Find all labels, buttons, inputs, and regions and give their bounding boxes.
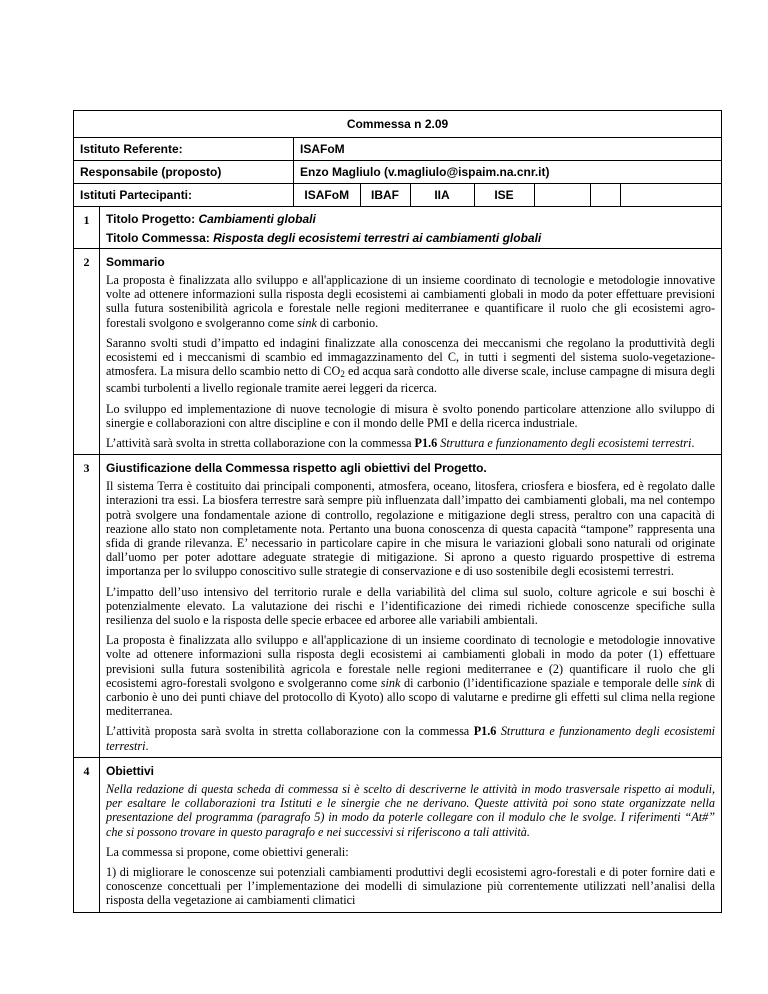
titolo-commessa-label: Titolo Commessa: (106, 231, 214, 245)
partecipante-cell (590, 184, 620, 206)
section-title: Giustificazione della Commessa rispetto agli obiettivi del Progetto. (106, 461, 487, 476)
partecipante-cell: IIA (410, 184, 474, 206)
titolo-progetto (106, 212, 715, 226)
partecipanti-cells (294, 184, 722, 207)
section-4 (74, 757, 722, 912)
paragraph: Il sistema Terra è costituito dai principali componenti, atmosfera, oceano, litosfera, criosfera e biosfera, ed è regolato dalle interazioni tra essi. La biosfera terrestre sarà sempre più influenzata dall’impatto dei cambiamenti globali, ma nel contempo potrà svolgere una fondamentale azione di controllo, regolazione e mitigazione degli stress, peraltro con una capacità di reazione allo stato non completamente nota. Pertanto una buona conoscenza di questa capacità “tampone” rappresenta una sfida di grande rilevanza. E’ necessario in particolare capire in che misura le variazioni globali sono naturali od originate dall’uomo per poter adottare adeguate strategie di mitigazione. Si aprono a questo riguardo prospettive di estrema importanza per lo sviluppo conoscitivo sulle strategie di conservazione e di uso sostenibile degli ecosistemi terrestri. (106, 479, 716, 579)
section-body (100, 757, 722, 912)
partecipante-cell (620, 184, 722, 206)
partecipante-cell: ISAFoM (294, 184, 360, 206)
paragraph: L’impatto dell’uso intensivo del territorio rurale e della variabilità del clima sul suolo, colture agricole e sui boschi è potenzialmente elevato. La valutazione dei rischi e l’identificazione dei rimedi richiede conoscenze specifiche sulla resilienza del suolo e la risposta delle specie erbacee ed arboree alle variabili ambientali. (106, 584, 716, 628)
istituto-value: ISAFoM (294, 138, 722, 161)
section-2 (74, 249, 722, 455)
document-form (73, 110, 721, 913)
partecipanti-label: Istituti Partecipanti: (74, 184, 294, 207)
paragraph: 1) di migliorare le conoscenze sui potenziali cambiamenti produttivi degli ecosistemi agro-forestali e di poter fornire dati e conoscenze concettuali per l’implementazione dei modelli di simulazione più correntemente utilizzati nell’analisi della risposta della vegetazione ai cambiamenti climatici (106, 864, 716, 908)
paragraph: L’attività proposta sarà svolta in stretta collaborazione con la commessa P1.6 Struttura e funzionamento degli ecosistemi terrestri. (106, 724, 716, 753)
paragraph: La proposta è finalizzata allo sviluppo e all'applicazione di un insieme coordinato di tecnologie e metodologie innovative volte ad ottenere informazioni sulla risposta degli ecosistemi ai cambiamenti globali in modo da poter (1) effettuare previsioni sulla futura sostenibilità agricola e forestale nelle regioni mediterranee e (2) quantificare il ruolo che gli ecosistemi agro-forestali svolgono e svolgeranno come sink di carbonio (l’identificazione spaziale e temporale delle sink di carbonio è uno dei punti chiave del protocollo di Kyoto) allo scopo di valutarne e predirne gli effetti sul clima nella regione mediterranea. (106, 633, 716, 719)
section-titles (100, 207, 722, 249)
section-number: 3 (74, 455, 100, 758)
section-3 (74, 455, 722, 758)
partecipante-cell: IBAF (360, 184, 410, 206)
section-title: Obiettivi (106, 763, 155, 778)
section-number: 2 (74, 249, 100, 455)
titolo-progetto-label: Titolo Progetto: (106, 212, 199, 226)
partecipante-cell (534, 184, 590, 206)
header-row (74, 111, 722, 138)
section-body (100, 249, 722, 455)
paragraph: Nella redazione di questa scheda di commessa si è scelto di descriverne le attività in modo trasversale rispetto ai moduli, per esaltare le collaborazioni tra Istituti e le sinergie che ne derivano. Queste attività poi sono state organizzate nella presentazione del programma (paragrafo 5) in modo da poterle collegare con il modulo che le svolge. I riferimenti “At#” che si possono trovare in questo paragrafo e nei successivi si riferiscono a tali attività. (106, 781, 716, 839)
partecipanti-grid (294, 184, 722, 206)
responsabile-label: Responsabile (proposto) (74, 161, 294, 184)
paragraph: L’attività sarà svolta in stretta collaborazione con la commessa P1.6 Struttura e funzionamento degli ecosistemi terrestri. (106, 436, 695, 451)
istituto-row (74, 138, 722, 161)
commessa-header: Commessa n 2.09 (74, 111, 722, 138)
paragraph: Lo sviluppo ed implementazione di nuove tecnologie di misura è svolto ponendo particolare attenzione allo sviluppo di sinergie e collaborazioni con altre discipline e con il mondo delle PMI e della ricerca industriale. (106, 401, 716, 430)
section-number: 4 (74, 757, 100, 912)
commessa-table (73, 110, 722, 913)
titolo-progetto-value: Cambiamenti globali (198, 212, 316, 226)
section-1 (74, 207, 722, 249)
section-body (100, 455, 722, 758)
paragraph: La proposta è finalizzata allo sviluppo e all'applicazione di un insieme coordinato di tecnologie e metodologie innovative volte ad ottenere informazioni sulla risposta degli ecosistemi ai cambiamenti globali in modo da poter effettuare previsioni sulla futura sostenibilità agricola e forestale nelle regioni mediterranee e quantificare il ruolo che gli ecosistemi agro-forestali svolgono e svolgeranno come sink di carbonio. (106, 273, 716, 330)
partecipante-cell: ISE (474, 184, 534, 206)
responsabile-value: Enzo Magliulo (v.magliulo@ispaim.na.cnr.it) (294, 161, 722, 184)
paragraph: Saranno svolti studi d’impatto ed indagini finalizzate alla conoscenza dei meccanismi che regolano la produttività degli ecosistemi ed i meccanismi di scambio ed immagazzinamento del C, in tutti i segmenti del sistema suolo-vegetazione-atmosfera. La misura dello scambio netto di $CO_2$ ed acqua sarà condotto alle diverse scale, incluse campagne di misura degli scambi turbolenti a livello regionale tramite aerei leggeri da ricerca. (106, 335, 716, 396)
istituto-label: Istituto Referente: (74, 138, 294, 161)
responsabile-row (74, 161, 722, 184)
section-title: Sommario (106, 255, 165, 269)
titolo-commessa-value: Risposta degli ecosistemi terrestri ai cambiamenti globali (213, 231, 542, 245)
partecipanti-row (74, 184, 722, 207)
section-number: 1 (74, 207, 100, 249)
titolo-commessa (106, 231, 715, 245)
paragraph: La commessa si propone, come obiettivi generali: (106, 844, 349, 859)
